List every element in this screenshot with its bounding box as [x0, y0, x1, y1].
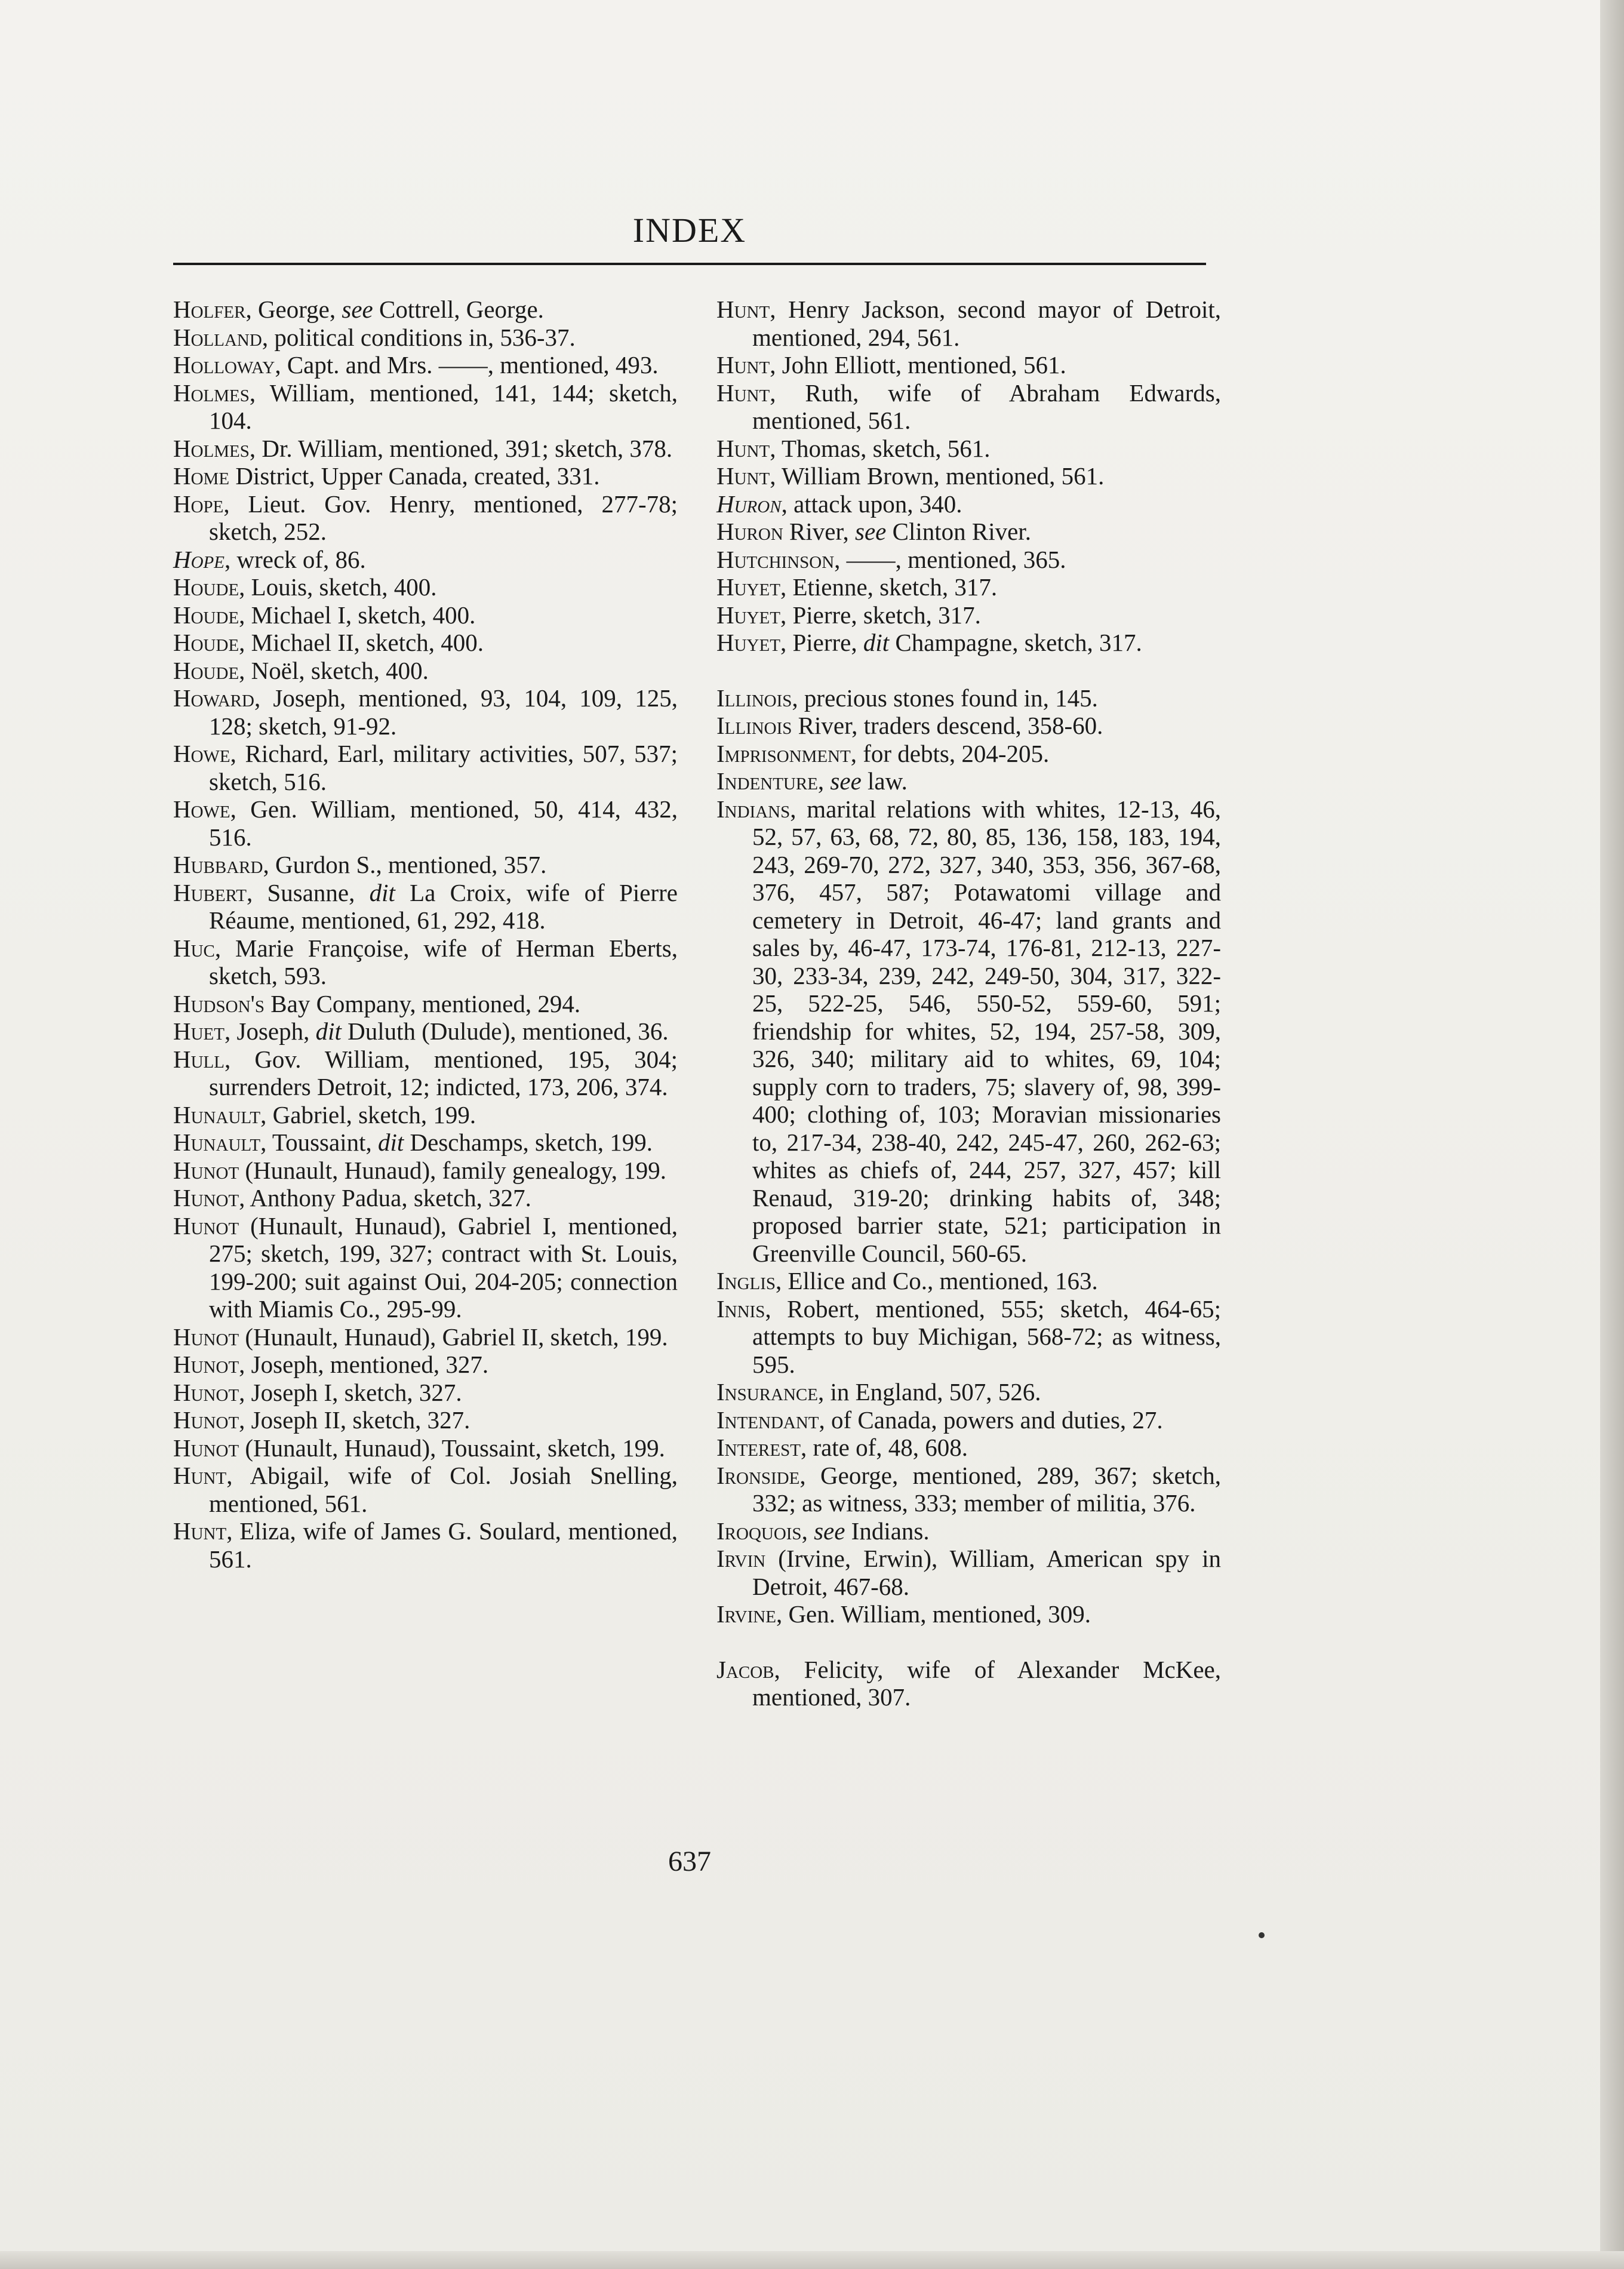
entry-headword: Houde [173, 573, 239, 601]
entry-text: , Lieut. Gov. Henry, mentioned, 277-78; sketch, 252. [209, 490, 678, 545]
ink-speck [1259, 1932, 1265, 1938]
index-entry [173, 324, 678, 352]
entry-text: , Michael I, sketch, 400. [239, 601, 476, 629]
entry-text: (Hunault, Hunaud), family genealogy, 199. [239, 1156, 666, 1184]
entry-text-continued: Deschamps, sketch, 199. [404, 1129, 653, 1156]
index-entry [716, 296, 1221, 351]
entry-text: , Joseph I, sketch, 327. [239, 1378, 462, 1406]
entry-text: , Felicity, wife of Alexander McKee, mentioned, 307. [752, 1655, 1221, 1711]
index-entry [716, 712, 1221, 740]
entry-headword: Ironside [716, 1461, 800, 1489]
entry-headword: Home [173, 462, 230, 490]
entry-text: , Gabriel, sketch, 199. [260, 1100, 476, 1129]
entry-headword: Illinois [716, 684, 792, 712]
entry-text: , John Elliott, mentioned, 561. [770, 351, 1066, 379]
index-entry [173, 1212, 678, 1323]
entry-text: , Robert, mentioned, 555; sketch, 464-65; attempts to buy Michigan, 568-72; as witness, 595. [752, 1295, 1221, 1378]
entry-headword: Interest [716, 1434, 801, 1461]
title-rule [173, 263, 1206, 265]
index-entry [173, 740, 678, 795]
entry-text: , wreck of, 86. [224, 545, 366, 573]
index-entry [716, 1462, 1221, 1517]
index-entry [173, 351, 678, 379]
entry-text: , Ruth, wife of Abraham Edwards, mentioned, 561. [752, 379, 1221, 434]
entry-headword: Innis [716, 1295, 765, 1323]
entry-headword: Illinois [716, 712, 792, 739]
index-entry [716, 1378, 1221, 1406]
entry-text: , Gen. William, mentioned, 50, 414, 432, 516. [209, 795, 678, 851]
entry-text: , George, mentioned, 289, 367; sketch, 332; as witness, 333; member of militia, 376. [752, 1461, 1221, 1517]
index-column-right [716, 296, 1221, 1711]
index-entry [716, 1406, 1221, 1434]
entry-headword: Hunt [716, 462, 770, 490]
entry-headword: Holfer [173, 296, 246, 323]
entry-headword: Holloway [173, 351, 275, 379]
entry-text: District, Upper Canada, created, 331. [229, 462, 600, 490]
entry-text: , Pierre, sketch, 317. [780, 601, 981, 629]
index-entry [716, 1295, 1221, 1379]
index-entry [173, 1157, 678, 1185]
entry-headword: Hunt [716, 296, 770, 323]
index-entry [173, 795, 678, 851]
entry-headword: Hubbard [173, 851, 263, 878]
entry-text: , Joseph, mentioned, 327. [239, 1351, 489, 1378]
index-entry [173, 1323, 678, 1351]
entry-text: (Irvine, Erwin), William, American spy in Detroit, 467-68. [752, 1545, 1221, 1600]
entry-text: Bay Company, mentioned, 294. [264, 989, 581, 1017]
entry-headword: Huyet [716, 573, 780, 601]
entry-text: , rate of, 48, 608. [800, 1434, 968, 1461]
entry-text: , Eliza, wife of James G. Soulard, mentioned, 561. [209, 1517, 678, 1573]
entry-text: , in England, 507, 526. [817, 1378, 1041, 1406]
entry-headword: Holland [173, 323, 262, 351]
index-entry [716, 740, 1221, 768]
entry-text: , [817, 767, 831, 795]
entry-italic: dit [863, 629, 890, 656]
entry-text: , political conditions in, 536-37. [262, 323, 576, 351]
entry-text: (Hunault, Hunaud), Toussaint, sketch, 199. [239, 1434, 665, 1462]
index-entry [716, 379, 1221, 435]
entry-headword: Howard [173, 684, 254, 712]
entry-headword: Hunault [173, 1100, 261, 1129]
page-edge-shadow [1600, 0, 1624, 2269]
entry-text: , Joseph II, sketch, 327. [239, 1406, 470, 1434]
entry-text: River, traders descend, 358-60. [792, 712, 1103, 739]
index-entry [716, 767, 1221, 795]
index-entry [716, 1600, 1221, 1628]
entry-headword: Holmes [173, 379, 250, 407]
entry-headword: Hubert [173, 878, 247, 906]
entry-text-continued: Champagne, sketch, 317. [889, 629, 1142, 656]
entry-headword: Houde [173, 601, 239, 629]
entry-headword: Indenture [716, 767, 818, 795]
entry-text: , William, mentioned, 141, 144; sketch, 104. [209, 379, 678, 434]
index-entry [173, 1406, 678, 1434]
entry-text: , Gen. William, mentioned, 309. [776, 1600, 1091, 1628]
entry-text-continued: Cottrell, George. [373, 296, 544, 323]
index-entry [173, 573, 678, 601]
entry-text: , Richard, Earl, military activities, 507, 537; sketch, 516. [209, 740, 678, 795]
index-entry [173, 990, 678, 1018]
entry-headword: Hunt [173, 1462, 227, 1489]
entry-headword: Hunt [716, 379, 770, 407]
entry-text: , Pierre, [780, 629, 863, 656]
index-entry [716, 795, 1221, 1268]
section-gap [716, 1628, 1221, 1656]
entry-text: , Capt. and Mrs. ——, mentioned, 493. [275, 351, 659, 379]
entry-text: , Henry Jackson, second mayor of Detroit, mentioned, 294, 561. [752, 296, 1221, 351]
index-entry [716, 462, 1221, 490]
entry-headword: Hunot [173, 1351, 239, 1378]
index-entry [173, 490, 678, 546]
entry-headword: Huron [716, 518, 783, 545]
entry-headword: Imprisonment [716, 739, 851, 767]
index-entry [716, 1267, 1221, 1295]
entry-text: , Noël, sketch, 400. [239, 656, 429, 684]
entry-headword: Hunault [173, 1129, 261, 1156]
index-entry [716, 490, 1221, 518]
entry-italic: see [814, 1517, 845, 1545]
entry-headword: Irvine [716, 1600, 776, 1628]
entry-headword: Huyet [716, 629, 780, 656]
index-entry [173, 1462, 678, 1517]
page-title: INDEX [632, 211, 747, 250]
index-entry [173, 435, 678, 463]
entry-text: , Gurdon S., mentioned, 357. [263, 851, 547, 878]
entry-headword: Irvin [716, 1545, 766, 1572]
index-entry [716, 1656, 1221, 1711]
entry-headword: Houde [173, 629, 239, 656]
index-entry [173, 1129, 678, 1157]
index-entry [173, 601, 678, 629]
entry-italic: dit [369, 878, 395, 906]
entry-headword: Jacob [716, 1655, 774, 1683]
index-entry [716, 601, 1221, 629]
entry-headword: Howe [173, 795, 230, 823]
entry-text-continued: La Croix, wife of Pierre Réaume, mentioned, 61, 292, 418. [209, 878, 678, 934]
entry-text: , Ellice and Co., mentioned, 163. [776, 1267, 1098, 1295]
entry-text-continued: Clinton River. [886, 518, 1031, 545]
index-entry [173, 296, 678, 324]
entry-italic: see [854, 518, 887, 545]
entry-headword: Huyet [716, 601, 780, 629]
page-bottom-shadow [0, 2251, 1624, 2269]
index-entry [173, 879, 678, 934]
entry-text: , Gov. William, mentioned, 195, 304; surrenders Detroit, 12; indicted, 173, 206, 374. [209, 1045, 678, 1100]
entry-headword: Hunot [173, 1156, 239, 1184]
index-entry [716, 435, 1221, 463]
entry-headword: Insurance [716, 1378, 818, 1406]
index-entry [716, 1517, 1221, 1545]
index-entry [173, 1101, 678, 1129]
entry-text: , Susanne, [246, 878, 370, 906]
entry-italic: see [342, 296, 373, 323]
entry-headword: Iroquois [716, 1517, 802, 1545]
entry-headword: Hope [173, 490, 224, 518]
index-entry [716, 546, 1221, 574]
entry-text: , Etienne, sketch, 317. [780, 573, 998, 601]
entry-text: , precious stones found in, 145. [792, 684, 1098, 712]
index-entry [173, 934, 678, 990]
entry-text: , marital relations with whites, 12-13, 46, 52, 57, 63, 68, 72, 80, 85, 136, 158, 183, 194, 243, 269-70, 272, 327, 340, 353, 356, 367-68, 376, 457, 587; Potawatomi village and cemetery in Detroit, 46-47; land grants and sales by, 46-47, 173-74, 176-81, 212-13, 227-30, 233-34, 239, 242, 249-50, 304, 317, 322-25, 522-25, 546, 550-52, 559-60, 591; friendship for whites, 52, 194, 257-58, 309, 326, 340; military aid to whites, 69, 104; supply corn to traders, 75; slavery of, 98, 399-400; clothing of, 103; Moravian missionaries to, 217-34, 238-40, 242, 245-47, 260, 262-63; whites as chiefs of, 244, 257, 327, 457; kill Renaud, 319-20; drinking habits of, 348; proposed barrier state, 521; participation in Greenville Council, 560-65. [752, 795, 1221, 1267]
entry-headword: Indians [716, 795, 791, 823]
index-entry [173, 629, 678, 657]
index-column-left [173, 296, 678, 1573]
entry-text: , Louis, sketch, 400. [239, 573, 437, 601]
entry-text: , for debts, 204-205. [850, 739, 1050, 767]
entry-text: , Joseph, mentioned, 93, 104, 109, 125, 128; sketch, 91-92. [209, 684, 678, 740]
entry-text-continued: Indians. [845, 1517, 930, 1545]
entry-headword: Hunot [173, 1323, 239, 1351]
entry-headword: Huc [173, 934, 215, 962]
entry-headword: Holmes [173, 434, 250, 462]
entry-headword: Hunot [173, 1212, 239, 1240]
entry-text: , Thomas, sketch, 561. [770, 434, 991, 462]
entry-text-continued: law. [861, 767, 908, 795]
entry-text: (Hunault, Hunaud), Gabriel I, mentioned, 275; sketch, 199, 327; contract with St. Louis, 199-200; suit against Oui, 204-205; connection with Miamis Co., 295-99. [209, 1212, 678, 1323]
entry-headword: Intendant [716, 1406, 819, 1434]
index-entry [173, 1017, 678, 1046]
entry-headword: Howe [173, 740, 230, 767]
index-entry [173, 1517, 678, 1573]
index-entry [173, 1351, 678, 1379]
section-gap [716, 657, 1221, 684]
entry-text: , Michael II, sketch, 400. [239, 629, 484, 656]
entry-text: , Abigail, wife of Col. Josiah Snelling, mentioned, 561. [209, 1462, 678, 1517]
entry-headword: Hudson's [173, 989, 265, 1017]
entry-headword: Hunot [173, 1434, 239, 1462]
index-entry [716, 573, 1221, 601]
entry-text: , Dr. William, mentioned, 391; sketch, 378. [249, 434, 673, 462]
index-entry [716, 518, 1221, 546]
entry-headword: Hunot [173, 1406, 239, 1434]
entry-italic: dit [315, 1017, 342, 1045]
entry-text: , [801, 1517, 814, 1545]
index-entry [716, 1434, 1221, 1462]
index-entry [173, 1379, 678, 1407]
index-entry [173, 1434, 678, 1462]
entry-headword: Hunt [716, 351, 770, 379]
entry-headword: Hunt [173, 1517, 227, 1545]
entry-headword: Houde [173, 656, 239, 684]
entry-headword-italic: Hope [173, 545, 224, 573]
entry-text: , attack upon, 340. [781, 490, 962, 518]
entry-headword: Hunot [173, 1184, 239, 1212]
entry-headword: Hull [173, 1045, 224, 1073]
entry-text: , Anthony Padua, sketch, 327. [239, 1184, 531, 1212]
index-entry [716, 684, 1221, 712]
entry-headword: Hutchinson [716, 545, 835, 573]
entry-text: , ——, mentioned, 365. [834, 545, 1066, 573]
entry-italic: dit [378, 1129, 404, 1156]
entry-headword: Huet [173, 1017, 224, 1045]
index-entry [173, 1046, 678, 1101]
entry-headword-italic: Huron [716, 490, 782, 518]
index-entry [173, 379, 678, 435]
entry-text: , of Canada, powers and duties, 27. [819, 1406, 1163, 1434]
index-entry [173, 462, 678, 490]
index-entry [173, 546, 678, 574]
entry-text: , Toussaint, [260, 1129, 378, 1156]
index-entry [173, 684, 678, 740]
entry-text-continued: Duluth (Dulude), mentioned, 36. [341, 1017, 669, 1045]
entry-text: , Joseph, [224, 1017, 316, 1045]
index-entry [716, 629, 1221, 657]
index-entry [173, 657, 678, 685]
entry-headword: Inglis [716, 1267, 776, 1295]
index-entry [716, 1545, 1221, 1600]
entry-text: , William Brown, mentioned, 561. [770, 462, 1105, 490]
index-entry [173, 851, 678, 879]
entry-text: , George, [245, 296, 342, 323]
entry-headword: Hunt [716, 434, 770, 462]
entry-text: , Marie Françoise, wife of Herman Eberts, sketch, 593. [209, 934, 678, 989]
page-number: 637 [668, 1846, 711, 1877]
index-entry [716, 351, 1221, 379]
entry-italic: see [830, 767, 862, 795]
index-entry [173, 1184, 678, 1212]
entry-text: River, [783, 518, 855, 545]
entry-headword: Hunot [173, 1378, 239, 1406]
entry-text: (Hunault, Hunaud), Gabriel II, sketch, 199. [239, 1323, 668, 1351]
